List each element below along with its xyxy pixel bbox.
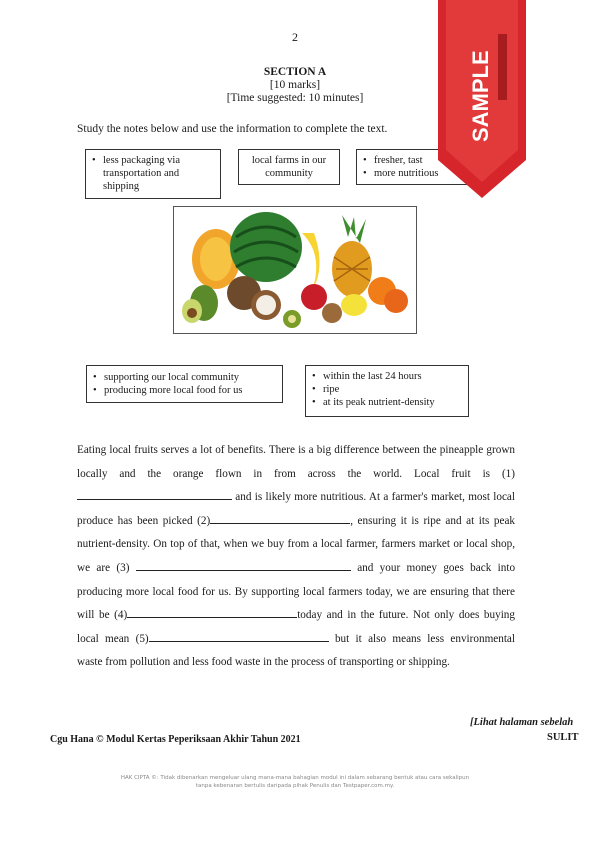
apple-shape	[301, 284, 327, 310]
section-title: SECTION A	[263, 66, 327, 78]
note-item: • less packaging via transportation and shipping	[92, 154, 214, 193]
page-number: 2	[292, 30, 298, 44]
fruit-illustration	[173, 206, 417, 334]
passage-sentence: , ensuring it is ripe and at its peak nutrient-density. On top of that, when we buy from a local farmer, farmers market or local shop, we are	[77, 514, 515, 574]
note-text: local farms in our community	[251, 155, 327, 179]
answer-blank-1[interactable]	[77, 488, 232, 500]
note-item: • fresher, tast	[363, 154, 467, 167]
passage-sentence: and is likely more nutritious. At a farmer's market, most local produce has been picked	[77, 491, 516, 527]
answer-blank-5[interactable]	[149, 630, 329, 642]
ribbon-label: SAMPLE	[468, 50, 493, 142]
passage-sentence: Eating local fruits serves a lot of benefits. There is a big difference between the pineapple grown locally and the orange flown in from across the world. Local fruit is	[77, 444, 515, 480]
lemon-shape	[341, 294, 367, 316]
note-box-local-farms	[238, 149, 340, 185]
note-box-community	[86, 365, 283, 403]
sample-ribbon	[436, 0, 528, 200]
copyright-notice: HAK CIPTA ©: Tidak dibenarkan mengeluar ulang mana-mana bahagian modul ini dalam sebarang bentuk atau cara sekalipun tanpa kebenaran bertulis daripada pihak Penulis dan Testpaper.com.my.	[120, 775, 470, 789]
answer-blank-4[interactable]	[127, 606, 297, 618]
passage-text	[77, 439, 515, 675]
note-item: • supporting our local community	[93, 371, 276, 384]
answer-blank-3[interactable]	[136, 559, 351, 571]
blank-label-1: (1)	[501, 467, 515, 480]
pineapple-leaves	[342, 215, 366, 243]
fruit-picture	[174, 207, 417, 334]
passion-fruit-shape	[322, 303, 342, 323]
section-time: [Time suggested: 10 minutes]	[226, 92, 364, 104]
blank-label-4: (4)	[114, 609, 128, 622]
footer-classification: SULIT	[547, 732, 579, 743]
footer-credit: Cgu Hana © Modul Kertas Peperiksaan Akhir Tahun 2021	[50, 734, 301, 745]
answer-blank-2[interactable]	[210, 512, 350, 524]
note-box-packaging	[85, 149, 221, 199]
instruction-text: Study the notes below and use the information to complete the text.	[77, 123, 388, 135]
footer-next-page: [Lihat halaman sebelah	[470, 717, 574, 728]
banana-shape	[302, 233, 320, 291]
blank-label-2: (2)	[197, 514, 211, 527]
note-item: • within the last 24 hours	[312, 370, 462, 383]
note-item: • at its peak nutrient-density	[312, 396, 462, 409]
note-item: • more nutritious	[363, 167, 467, 180]
blank-label-3: (3)	[116, 561, 130, 574]
note-item: • producing more local food for us	[93, 384, 276, 397]
passage-sentence: today and in the future. Not only does buying local mean	[77, 609, 515, 645]
ribbon-icon	[436, 0, 528, 200]
passage-sentence: and your money goes back into producing more local food for us. By supporting local farmers today, we are ensuring that there will be	[77, 561, 516, 622]
note-box-freshness	[305, 365, 469, 417]
blank-label-5: (5)	[135, 632, 149, 645]
passage-sentence: but it also means less environmental waste from pollution and less food waste in the process of transporting or shipping.	[77, 632, 516, 669]
section-marks: [10 marks]	[269, 79, 321, 91]
section-header	[170, 66, 420, 105]
note-item: • ripe	[312, 383, 462, 396]
